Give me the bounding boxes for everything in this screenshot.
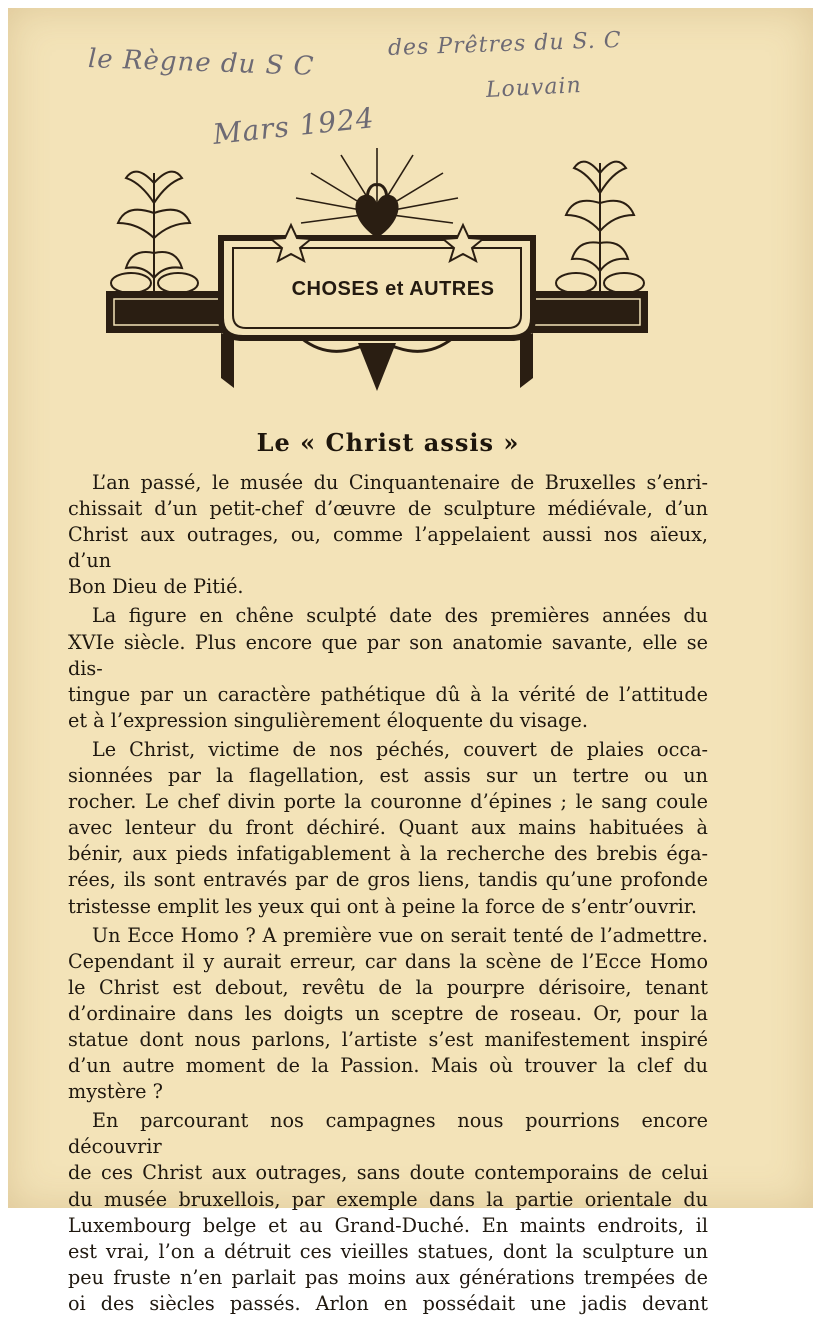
handwritten-date: Mars 1924 bbox=[211, 101, 377, 151]
article-line: mystère ? bbox=[68, 1080, 163, 1104]
article-line: oi des siècles passés. Arlon en possédait une jadis devant bbox=[68, 1291, 708, 1315]
article-line: Christ aux outrages, ou, comme l’appelaient aussi nos aïeux, d’un bbox=[68, 523, 708, 573]
article-line: tingue par un caractère pathétique dû à la vérité de l’attitude bbox=[68, 682, 708, 706]
article-line: du musée bruxellois, par exemple dans la partie orientale du bbox=[68, 1187, 708, 1211]
article-title: Le « Christ assis » bbox=[256, 428, 520, 457]
article-line: sionnées par la flagellation, est assis sur un tertre ou un bbox=[68, 764, 708, 788]
article-line: tristesse emplit les yeux qui ont à peine la force de s’entr’ouvrir. bbox=[68, 894, 697, 918]
article-line: peu fruste n’en parlait pas moins aux générations trempées de bbox=[68, 1265, 708, 1289]
article-line: Le Christ, victime de nos péchés, couvert de plaies occa- bbox=[92, 737, 708, 761]
article-line: Cependant il y aurait erreur, car dans la scène de l’Ecce Homo bbox=[68, 949, 708, 973]
article-line: Bon Dieu de Pitié. bbox=[68, 575, 244, 599]
article-line: L’an passé, le musée du Cinquantenaire de Bruxelles s’enri- bbox=[92, 471, 708, 494]
article-line: rées, ils sont entravés par de gros liens, tandis qu’une profonde bbox=[68, 868, 708, 892]
article-line: d’un autre moment de la Passion. Mais où trouver la clef du bbox=[68, 1054, 708, 1078]
article-line: La figure en chêne sculpté date des premières années du bbox=[92, 604, 708, 628]
article-body bbox=[68, 470, 708, 1317]
newspaper-clipping bbox=[8, 8, 813, 1315]
handwritten-note: des Prêtres du S. C bbox=[387, 27, 623, 61]
sacred-heart-ornament bbox=[96, 143, 658, 398]
article-line: rocher. Le chef divin porte la couronne d’épines ; le sang coule bbox=[68, 790, 708, 814]
handwritten-note: le Règne du S C bbox=[87, 44, 315, 82]
article-line: En parcourant nos campagnes nous pourrions encore découvrir bbox=[68, 1109, 708, 1159]
article-line: avec lenteur du front déchiré. Quant aux mains habituées à bbox=[68, 816, 708, 840]
article-line: le Christ est debout, revêtu de la pourpre dérisoire, tenant bbox=[68, 975, 708, 999]
article-line: XVIe siècle. Plus encore que par son anatomie savante, elle se dis- bbox=[68, 630, 708, 680]
article-line: statue dont nous parlons, l’artiste s’est manifestement inspiré bbox=[68, 1027, 708, 1051]
article-line: de ces Christ aux outrages, sans doute contemporains de celui bbox=[68, 1161, 708, 1185]
article-line: Luxembourg belge et au Grand-Duché. En maints endroits, il bbox=[68, 1213, 708, 1237]
article-line: chissait d’un petit-chef d’œuvre de sculpture médiévale, d’un bbox=[68, 497, 708, 521]
article-line: d’ordinaire dans les doigts un sceptre de roseau. Or, pour la bbox=[68, 1001, 708, 1025]
section-header-title: CHOSES et AUTRES bbox=[291, 278, 495, 300]
article-line: et à l’expression singulièrement éloquente du visage. bbox=[68, 708, 588, 732]
handwritten-note: Louvain bbox=[485, 73, 583, 103]
article-line: bénir, aux pieds infatigablement à la recherche des brebis éga- bbox=[68, 842, 708, 866]
article-line: est vrai, l’on a détruit ces vieilles statues, dont la sculpture un bbox=[68, 1239, 708, 1263]
article-line: Un Ecce Homo ? A première vue on serait tenté de l’admettre. bbox=[92, 923, 708, 947]
